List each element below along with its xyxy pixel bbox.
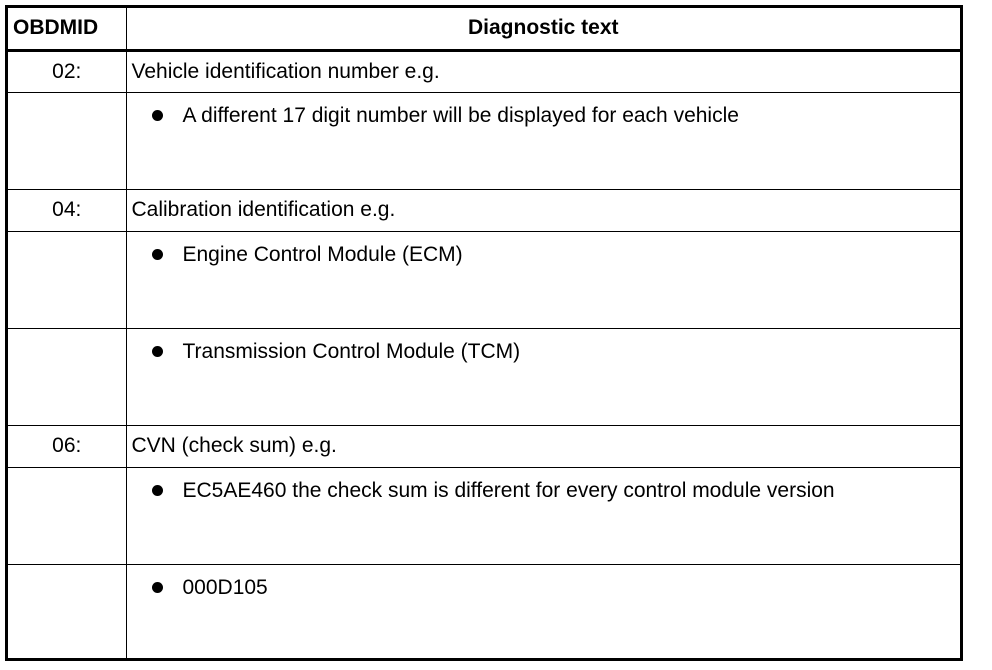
header-obdmid: OBDMID [8, 8, 126, 50]
diagnostic-detail-cell [126, 467, 960, 564]
table-row-detail [8, 328, 960, 425]
bullet-text: Transmission Control Module (TCM) [182, 339, 521, 363]
table-row-obdmid-02 [8, 50, 960, 92]
diagnostic-detail-cell [126, 564, 960, 661]
obdmid-cell-empty [8, 92, 126, 189]
table-header-row [8, 8, 960, 50]
bullet-item [127, 565, 961, 600]
diagnostic-detail-cell [126, 92, 960, 189]
obdmid-cell-empty [8, 467, 126, 564]
diagnostic-text-cell: Vehicle identification number e.g. [126, 50, 960, 92]
obdmid-cell: 04: [8, 189, 126, 231]
bullet-item [127, 329, 961, 364]
bullet-dot-icon [152, 249, 163, 260]
table-row-detail [8, 231, 960, 328]
table-row-detail [8, 92, 960, 189]
diagnostic-text-cell: Calibration identification e.g. [126, 189, 960, 231]
bullet-dot-icon [152, 110, 163, 121]
bullet-text: EC5AE460 the check sum is different for every control module version [182, 478, 835, 502]
bullet-text: 000D105 [182, 575, 268, 599]
table-row-obdmid-06 [8, 425, 960, 467]
obdmid-cell-empty [8, 231, 126, 328]
bullet-item [127, 232, 961, 267]
diagnostic-table-frame [5, 5, 963, 661]
table-row-obdmid-04 [8, 189, 960, 231]
bullet-text: Engine Control Module (ECM) [182, 242, 463, 266]
obdmid-cell: 02: [8, 50, 126, 92]
header-diagnostic-text: Diagnostic text [126, 8, 960, 50]
bullet-dot-icon [152, 582, 163, 593]
bullet-dot-icon [152, 346, 163, 357]
bullet-dot-icon [152, 485, 163, 496]
table-row-detail [8, 467, 960, 564]
diagnostic-detail-cell [126, 231, 960, 328]
obdmid-cell-empty [8, 328, 126, 425]
table-row-detail [8, 564, 960, 661]
diagnostic-detail-cell [126, 328, 960, 425]
diagnostic-text-cell: CVN (check sum) e.g. [126, 425, 960, 467]
diagnostic-table [8, 8, 960, 661]
bullet-item [127, 93, 961, 128]
bullet-item [127, 468, 961, 503]
obdmid-cell: 06: [8, 425, 126, 467]
obdmid-cell-empty [8, 564, 126, 661]
bullet-text: A different 17 digit number will be displayed for each vehicle [182, 103, 739, 127]
